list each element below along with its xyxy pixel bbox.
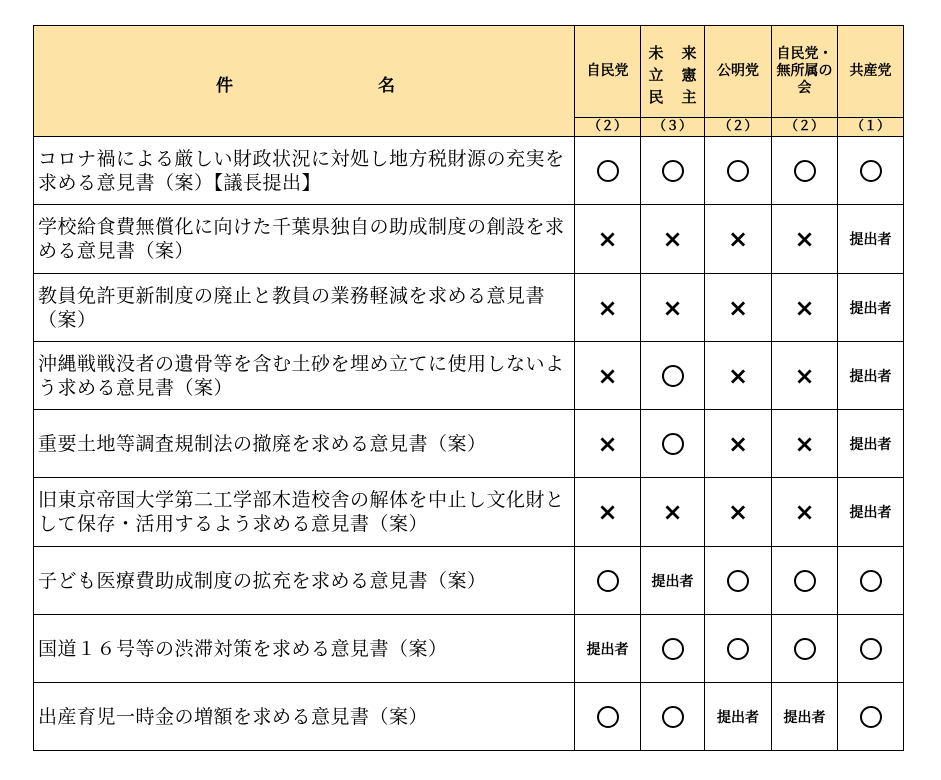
resolution-subject: 旧東京帝国大学第二工学部木造校舎の解体を中止し文化財として保存・活用するよう求める意見書（案） [34, 478, 575, 547]
vote-rows [34, 137, 904, 751]
resolution-subject: 沖縄戦戦没者の遺骨等を含む土砂を埋め立てに使用しないよう求める意見書（案） [34, 342, 575, 410]
vote-cell [838, 342, 904, 410]
approve-circle-icon [794, 638, 816, 660]
vote-cell [575, 478, 641, 547]
vote-cell [838, 205, 904, 274]
reject-cross-icon: × [597, 225, 618, 253]
reject-cross-icon: × [794, 429, 815, 458]
vote-cell [705, 547, 772, 615]
resolution-subject: 国道１６号等の渋滞対策を求める意見書（案） [34, 615, 575, 683]
vote-cell [575, 274, 641, 342]
approve-circle-icon [860, 706, 882, 728]
vote-cell [772, 205, 838, 274]
vote-cell [705, 410, 772, 478]
header-count: （２） [575, 118, 641, 137]
vote-cell [641, 683, 705, 751]
header-subject [34, 26, 575, 137]
vote-cell [705, 615, 772, 683]
submitter-label: 提出者 [849, 505, 892, 521]
vote-cell [641, 615, 705, 683]
reject-cross-icon: × [727, 225, 749, 253]
vote-cell [772, 478, 838, 547]
header-party-jimin-mushozoku: 自民党・無所属の会 [772, 26, 838, 118]
approve-circle-icon [860, 638, 882, 660]
approve-circle-icon [597, 706, 619, 728]
vote-cell [575, 615, 641, 683]
header-party-right-label: 来憲主 [681, 44, 697, 106]
reject-cross-icon: × [794, 293, 815, 322]
vote-cell [772, 342, 838, 410]
header-party-komei: 公明党 [705, 26, 772, 118]
header-party-jimin: 自民党 [575, 26, 641, 118]
table-row [34, 274, 904, 342]
vote-cell [772, 547, 838, 615]
header-party-mirai-rikken [641, 26, 705, 118]
header-party-left-label: 未立民 [648, 44, 664, 106]
submitter-label: 提出者 [849, 300, 892, 317]
vote-cell [772, 274, 838, 342]
table-row [34, 410, 904, 478]
reject-cross-icon: × [597, 429, 618, 458]
vote-cell [641, 205, 705, 274]
vote-cell [641, 342, 705, 410]
vote-cell [838, 274, 904, 342]
vote-cell [575, 683, 641, 751]
vote-cell [705, 342, 772, 410]
vote-cell [838, 547, 904, 615]
vote-cell [575, 205, 641, 274]
approve-circle-icon [662, 706, 684, 728]
vote-cell [838, 683, 904, 751]
table-row [34, 615, 904, 683]
reject-cross-icon: × [597, 361, 618, 390]
approve-circle-icon [662, 638, 684, 660]
vote-cell [641, 410, 705, 478]
reject-cross-icon: × [597, 498, 618, 526]
header-count: （２） [772, 118, 838, 137]
vote-cell [772, 410, 838, 478]
approve-circle-icon [662, 160, 684, 182]
vote-cell [705, 274, 772, 342]
vote-cell [705, 478, 772, 547]
vote-cell [641, 274, 705, 342]
vote-cell [838, 137, 904, 205]
vote-cell [705, 683, 772, 751]
submitter-label: 提出者 [849, 436, 892, 453]
approve-circle-icon [662, 433, 684, 455]
table-row [34, 205, 904, 274]
approve-circle-icon [597, 160, 619, 182]
reject-cross-icon: × [727, 361, 749, 390]
vote-cell [772, 683, 838, 751]
table-row [34, 478, 904, 547]
vote-cell [838, 615, 904, 683]
vote-cell [838, 478, 904, 547]
submitter-label: 提出者 [651, 573, 694, 590]
approve-circle-icon [597, 570, 619, 592]
vote-cell [575, 547, 641, 615]
approve-circle-icon [727, 160, 749, 182]
resolution-subject: 子ども医療費助成制度の拡充を求める意見書（案） [34, 547, 575, 615]
resolution-subject: 教員免許更新制度の廃止と教員の業務軽減を求める意見書（案） [34, 274, 575, 342]
reject-cross-icon: × [727, 498, 749, 526]
reject-cross-icon: × [794, 498, 815, 526]
vote-cell [705, 205, 772, 274]
reject-cross-icon: × [727, 429, 749, 458]
reject-cross-icon: × [794, 225, 815, 253]
header-count: （３） [641, 118, 705, 137]
resolution-subject: 出産育児一時金の増額を求める意見書（案） [34, 683, 575, 751]
header-party-kyosan: 共産党 [838, 26, 904, 118]
reject-cross-icon: × [662, 293, 683, 322]
reject-cross-icon: × [662, 225, 683, 253]
approve-circle-icon [662, 365, 684, 387]
reject-cross-icon: × [597, 293, 618, 322]
header-subject-char1: 件 [216, 76, 233, 96]
resolution-subject: 重要土地等調査規制法の撤廃を求める意見書（案） [34, 410, 575, 478]
header-subject-char2: 名 [378, 76, 395, 96]
table-row [34, 137, 904, 205]
reject-cross-icon: × [662, 498, 683, 526]
header-count: （２） [705, 118, 772, 137]
vote-cell [772, 615, 838, 683]
vote-table [33, 25, 904, 751]
approve-circle-icon [794, 160, 816, 182]
vote-cell [772, 137, 838, 205]
submitter-label: 提出者 [586, 641, 629, 658]
table-row [34, 547, 904, 615]
submitter-label: 提出者 [849, 232, 892, 248]
table-row [34, 342, 904, 410]
vote-cell [705, 137, 772, 205]
approve-circle-icon [794, 570, 816, 592]
vote-cell [838, 410, 904, 478]
resolution-subject: コロナ禍による厳しい財政状況に対処し地方税財源の充実を求める意見書（案）【議長提出】 [34, 137, 575, 205]
header-count: （１） [838, 118, 904, 137]
vote-cell [641, 478, 705, 547]
vote-cell [641, 137, 705, 205]
approve-circle-icon [860, 160, 882, 182]
approve-circle-icon [727, 638, 749, 660]
resolution-subject: 学校給食費無償化に向けた千葉県独自の助成制度の創設を求める意見書（案） [34, 205, 575, 274]
vote-cell [641, 547, 705, 615]
vote-cell [575, 342, 641, 410]
approve-circle-icon [860, 570, 882, 592]
table-row [34, 683, 904, 751]
submitter-label: 提出者 [783, 709, 826, 726]
submitter-label: 提出者 [849, 368, 892, 385]
vote-cell [575, 137, 641, 205]
vote-cell [575, 410, 641, 478]
reject-cross-icon: × [727, 293, 749, 322]
approve-circle-icon [727, 570, 749, 592]
reject-cross-icon: × [794, 361, 815, 390]
submitter-label: 提出者 [717, 709, 759, 726]
